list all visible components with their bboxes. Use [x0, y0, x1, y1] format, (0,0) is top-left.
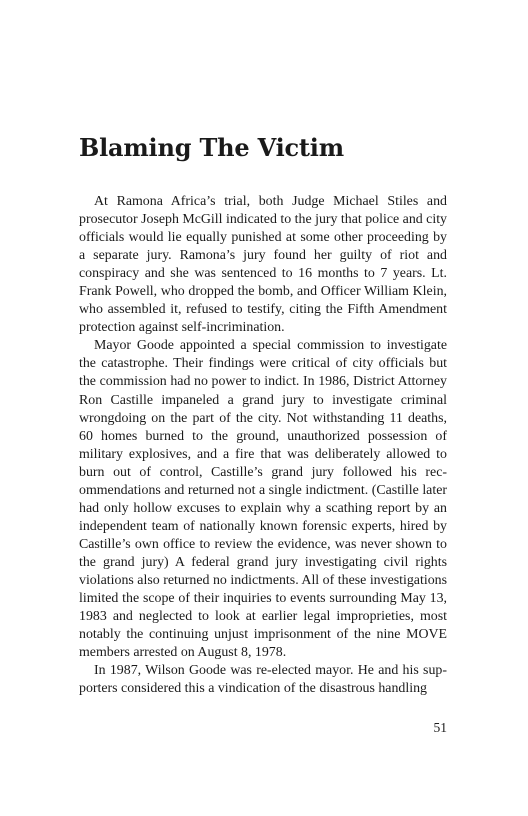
paragraph-2: Mayor Goode appointed a special commission to investigate the catastrophe. Their findings were critical of city officials but the commission had no power to indict. In 1986, District Attorney Ron Castille impaneled a grand jury to investigate criminal wrongdoing on the part of the city. Not withstanding 11 deaths, 60 homes burned to the ground, unauthorized possession of military explosives, and a fire that was deliberately allowed to burn out of control, Castille’s grand jury followed his recommendations and returned not a single indictment. (Castille later had only hollow excuses to explain why a scathing report by an independent team of nationally known forensic experts, hired by Castille’s own office to review the evidence, was never shown to the grand jury) A federal grand jury investigating civil rights violations also returned no indictments. All of these investigations limited the scope of their inquiries to events surrounding May 13, 1983 and neglected to look at earlier legal improprieties, most notably the continuing unjust imprisonment of the nine MOVE members arrested on August 8, 1978. [79, 338, 447, 661]
paragraph-3: In 1987, Wilson Goode was re-elected mayor. He and his supporters considered this a vindication of the disastrous handling [79, 663, 447, 697]
paragraph-1: At Ramona Africa’s trial, both Judge Michael Stiles and prosecutor Joseph McGill indicated to the jury that police and city officials would lie equally punished at some other proceeding by a separate jury. Ramona’s jury found her guilty of riot and conspiracy and she was sentenced to 16 months to 7 years. Lt. Frank Powell, who dropped the bomb, and Officer William Klein, who assembled it, refused to testify, citing the Fifth Amendment protection against self-incrimination. [79, 194, 448, 336]
body-text [79, 193, 447, 698]
chapter-title: Blaming The Victim [79, 133, 344, 162]
page-number: 51 [433, 720, 447, 735]
